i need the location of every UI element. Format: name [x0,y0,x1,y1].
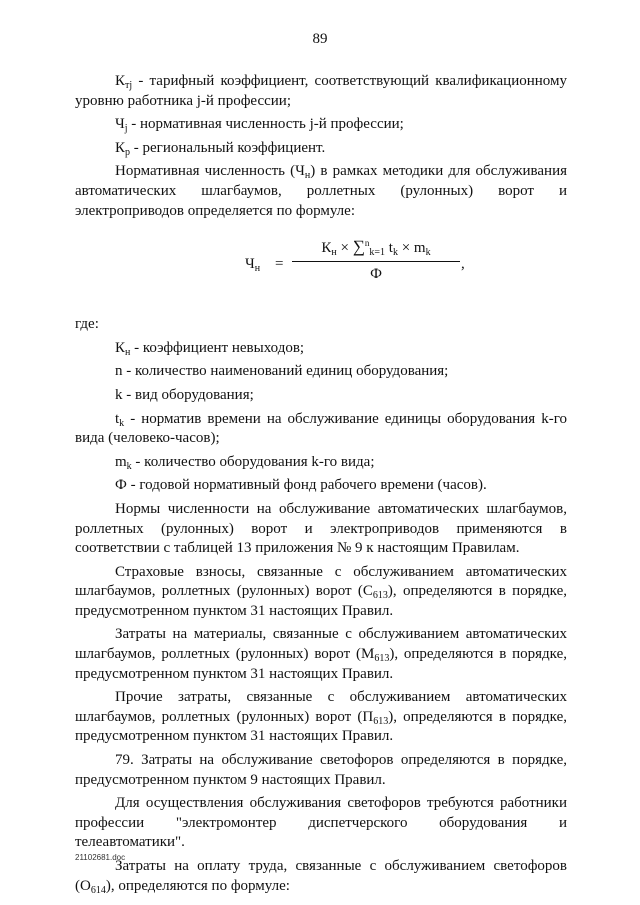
definitions-list [75,339,567,496]
paragraph: Страховые взносы, связанные с обслуживанием автоматических шлагбаумов, роллетных (рулонных) ворот $(С_{613})$, определяются в порядке, предусмотренном пунктом 31 настоящих Правил. [75,563,567,619]
paragraph: $К_{тj}$ - тарифный коэффициент, соответствующий квалификационному уровню работника j-й профессии; [75,73,567,109]
formula-fraction [292,237,460,284]
paragraph: Нормативная численность $(Ч_н)$ в рамках методики для обслуживания автоматических шлагбаумов, роллетных (рулонных) ворот и электроприводов определяется по формуле: [75,163,567,219]
paragraph: $t_k$ - норматив времени на обслуживание единицы оборудования k-го вида (человеко-часов); [75,410,567,447]
paragraph: n - количество наименований единиц оборудования; [115,363,449,380]
paragraph: $m_k$ - количество оборудования k-го вида; [115,453,375,472]
formula-comma: , [461,256,465,273]
paragraph: $К_н$ - коэффициент невыходов; [115,339,305,358]
paragraph: Для осуществления обслуживания светофоров требуются работники профессии "электромонтер диспетчерского оборудования и телеавтоматики". [75,795,567,851]
formula-lhs: $Ч_н$ [245,256,261,275]
formula-denominator: Ф [370,265,382,282]
paragraph: $К_р$ - региональный коэффициент. [115,139,326,158]
paragraph: Ф - годовой нормативный фонд рабочего времени (часов). [115,477,487,494]
staffing-formula [75,237,567,301]
document-filename: 21102681.doc [75,853,126,862]
formula-equals: = [275,256,284,273]
paragraph: Затраты на материалы, связанные с обслуживанием автоматических шлагбаумов, роллетных (рулонных) ворот $(М_{613})$, определяются в порядке, предусмотренном пунктом 31 настоящих Правил. [75,626,567,682]
top-paragraphs [75,72,567,221]
paragraph: Прочие затраты, связанные с обслуживанием автоматических шлагбаумов, роллетных (рулонных) ворот $(П_{613})$, определяются в порядке, предусмотренном пунктом 31 настоящих Правил. [75,689,567,745]
paragraph: $Ч_j$ - нормативная численность j-й профессии; [115,116,404,135]
page-body [75,72,567,900]
paragraph: k - вид оборудования; [115,386,254,403]
where-label: где: [75,316,99,333]
paragraph: 79. Затраты на обслуживание светофоров определяются в порядке, предусмотренном пунктом 9 настоящих Правил. [75,752,567,788]
page-number: 89 [312,31,328,47]
formula-numerator: $К_н \times \sum^n_{k=1}$ $t_k \times m_k$ [292,237,460,262]
bottom-paragraphs [75,500,567,896]
paragraph: Затраты на оплату труда, связанные с обслуживанием светофоров $(О_{614})$, определяются по формуле: [75,858,567,896]
paragraph: Нормы численности на обслуживание автоматических шлагбаумов, роллетных (рулонных) ворот и электроприводов применяются в соответствии с таблицей 13 приложения № 9 к настоящим Правилам. [75,500,567,557]
